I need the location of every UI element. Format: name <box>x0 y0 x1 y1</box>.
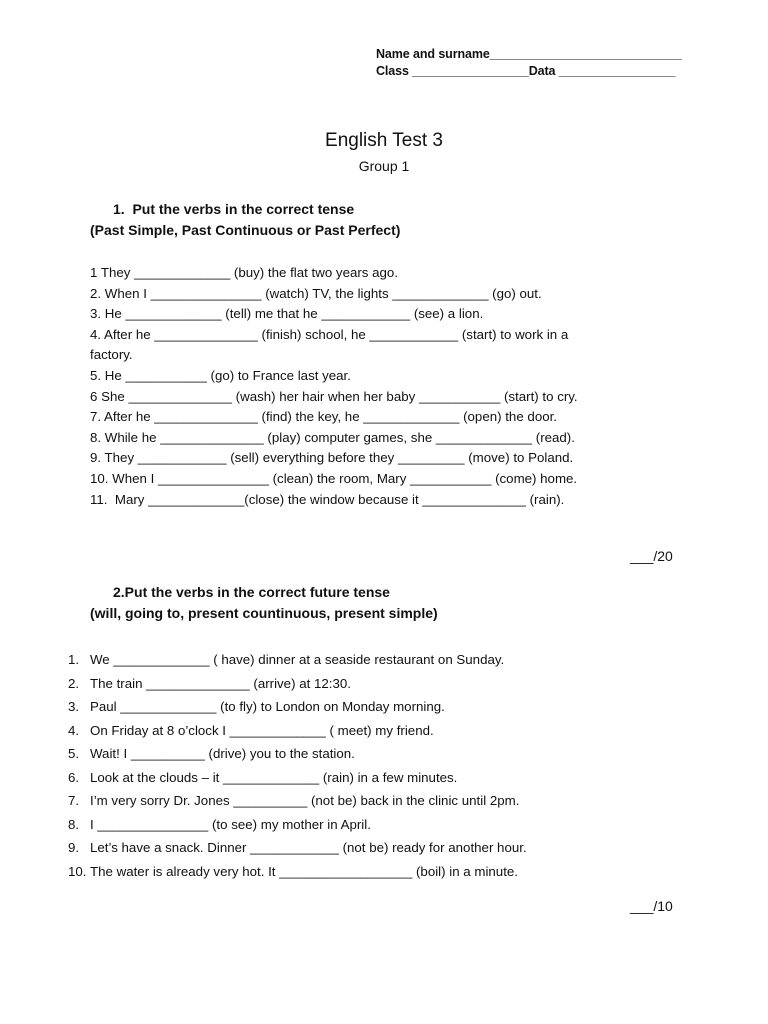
list-item: 7. After he ______________ (find) the key, he _____________ (open) the door. <box>90 409 557 425</box>
list-item <box>68 672 527 696</box>
item-number: 3. <box>68 699 80 714</box>
list-item <box>68 766 527 790</box>
task2-subheading: (will, going to, present countinuous, present simple) <box>90 605 438 621</box>
item-text: The train ______________ (arrive) at 12:30. <box>90 675 351 691</box>
item-text: I’m very sorry Dr. Jones __________ (not be) back in the clinic until 2pm. <box>90 793 520 808</box>
item-number: 4. <box>68 722 80 738</box>
class-and-date-field: Class _________________Data _________________ <box>376 64 676 78</box>
task1-score: ___/20 <box>630 548 673 564</box>
list-item: factory. <box>90 347 133 363</box>
item-text: Paul _____________ (to fly) to London on Monday morning. <box>90 699 445 714</box>
list-item: 4. After he ______________ (finish) school, he ____________ (start) to work in a <box>90 326 569 342</box>
item-number: 10. <box>68 863 87 879</box>
list-item: 1 They _____________ (buy) the flat two years ago. <box>90 265 399 280</box>
item-text: Look at the clouds – it _____________ (rain) in a few minutes. <box>90 769 458 785</box>
list-item: 8. While he ______________ (play) computer games, she _____________ (read). <box>90 429 575 445</box>
list-item <box>68 836 527 860</box>
list-item: 3. He _____________ (tell) me that he ____________ (see) a lion. <box>90 306 484 322</box>
item-number: 8. <box>68 816 80 832</box>
task2-exercise-list <box>68 648 527 883</box>
list-item <box>68 813 527 837</box>
list-item: 5. He ___________ (go) to France last year. <box>90 367 351 383</box>
page-title: English Test 3 <box>325 130 443 151</box>
item-text: On Friday at 8 o’clock I _____________ ( meet) my friend. <box>90 722 434 738</box>
item-number: 6. <box>68 769 80 785</box>
item-number: 5. <box>68 746 80 761</box>
list-item <box>68 648 527 672</box>
task1-subheading: (Past Simple, Past Continuous or Past Perfect) <box>90 222 401 238</box>
name-and-surname-field: Name and surname____________________________ <box>376 47 682 61</box>
list-item: 11. Mary _____________(close) the window because it ______________ (rain). <box>90 491 565 507</box>
item-number: 1. <box>68 652 80 667</box>
item-text: I _______________ (to see) my mother in April. <box>90 816 371 832</box>
task1-exercise-list <box>90 263 578 510</box>
task2-heading: 2.Put the verbs in the correct future tense <box>113 584 390 600</box>
task1-heading: 1. Put the verbs in the correct tense <box>113 201 355 217</box>
item-text: We _____________ ( have) dinner at a seaside restaurant on Sunday. <box>90 652 505 667</box>
item-number: 7. <box>68 793 80 808</box>
task2-score: ___/10 <box>630 898 673 914</box>
list-item: 10. When I _______________ (clean) the room, Mary ___________ (come) home. <box>90 470 578 486</box>
item-number: 2. <box>68 675 80 691</box>
page-subtitle: Group 1 <box>358 158 410 174</box>
list-item <box>68 789 527 813</box>
list-item: 6 She ______________ (wash) her hair when her baby ___________ (start) to cry. <box>90 388 578 404</box>
item-text: Wait! I __________ (drive) you to the station. <box>90 746 355 761</box>
list-item <box>68 742 527 766</box>
list-item <box>68 695 527 719</box>
item-text: Let’s have a snack. Dinner ____________ (not be) ready for another hour. <box>90 840 527 855</box>
list-item: 9. They ____________ (sell) everything before they _________ (move) to Poland. <box>90 450 574 466</box>
list-item: 2. When I _______________ (watch) TV, the lights _____________ (go) out. <box>90 285 542 301</box>
item-number: 9. <box>68 840 80 855</box>
list-item <box>68 860 527 884</box>
item-text: The water is already very hot. It __________________ (boil) in a minute. <box>90 863 518 879</box>
list-item <box>68 719 527 743</box>
